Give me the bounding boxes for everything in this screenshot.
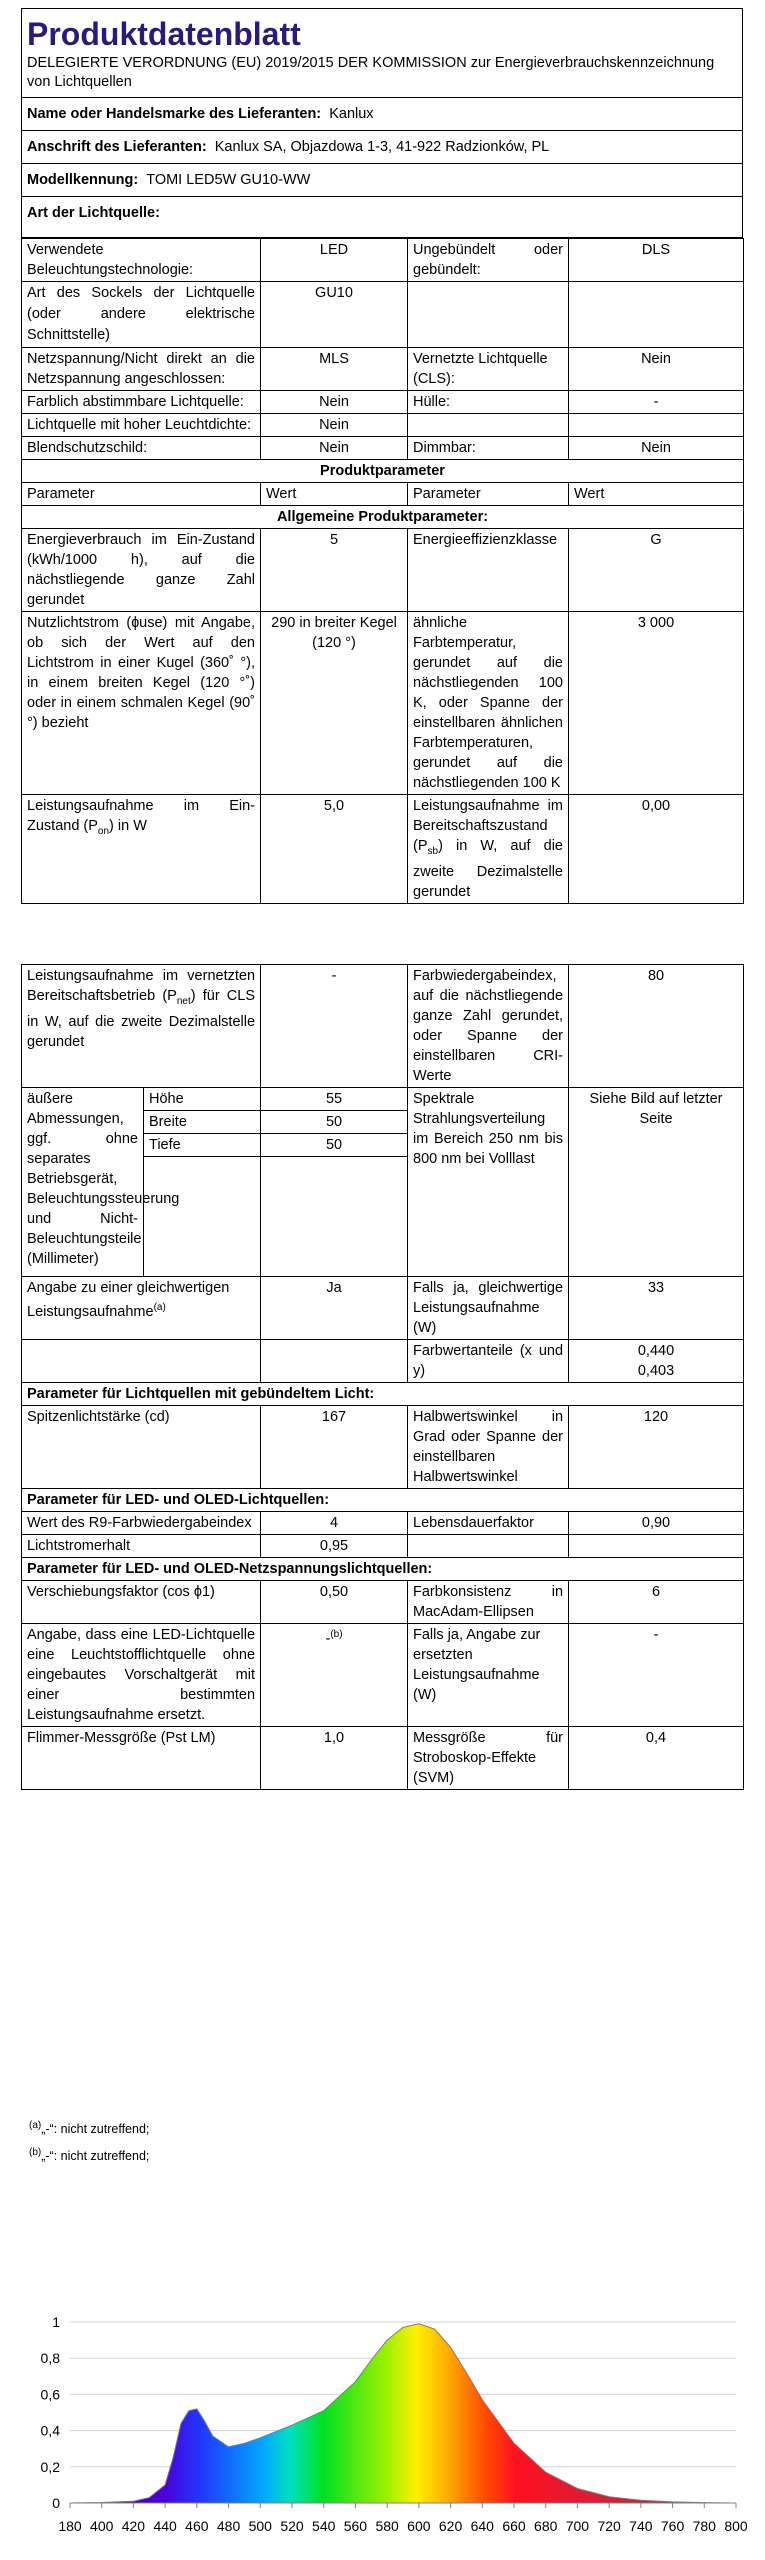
beam-label: Halbwertswinkel in Grad oder Spanne der einstellbaren Halbwertswinkel (408, 1405, 569, 1488)
pnet-subscript: net (176, 995, 191, 1007)
empty-cell (408, 1534, 569, 1557)
pnet-value: - (261, 964, 408, 1087)
x-tick-label: 720 (597, 2518, 621, 2534)
footnote-b-text: „-“: nicht zutreffend; (41, 2149, 150, 2164)
col-param-header: Parameter (408, 483, 569, 506)
x-tick-label: 440 (153, 2518, 177, 2534)
spd-value: Siehe Bild auf letzter Seite (569, 1087, 744, 1276)
psb-subscript: sb (427, 845, 439, 857)
x-tick-label: 700 (565, 2518, 590, 2534)
hl-label: Lichtquelle mit hoher Leuchtdichte: (22, 414, 261, 437)
energy-label: Energieverbrauch im Ein-Zustand (kWh/1000 h), auf die nächstliegende ganze Zahl gerundet (22, 529, 261, 612)
empty-cell (261, 1156, 408, 1276)
equiv-value: Ja (261, 1276, 408, 1339)
macadam-value: 6 (569, 1580, 744, 1623)
psb-label-text: ) in W, auf die zweite Dezimalstelle gerundet (413, 838, 563, 900)
pon-value: 5,0 (261, 795, 408, 904)
width-value: 50 (261, 1110, 408, 1133)
energy-value: 5 (261, 529, 408, 612)
mains-value: MLS (261, 348, 408, 391)
svm-value: 0,4 (569, 1726, 744, 1789)
x-tick-label: 460 (185, 2518, 209, 2534)
tech-label: Verwendete Beleuchtungstechnologie: (22, 239, 261, 282)
tunable-value: Nein (261, 391, 408, 414)
shield-value: Nein (261, 437, 408, 460)
page-break (21, 904, 743, 964)
replace-value (261, 1623, 408, 1726)
x-tick-label: 660 (502, 2518, 526, 2534)
maint-value: 0,95 (261, 1534, 408, 1557)
chroma-value (569, 1339, 744, 1382)
maint-label: Lichtstromerhalt (22, 1534, 261, 1557)
peak-value: 167 (261, 1405, 408, 1488)
cri-value: 80 (569, 964, 744, 1087)
empty-cell (408, 282, 569, 348)
footnote-a-text: „-“: nicht zutreffend; (41, 2122, 150, 2137)
header-table (21, 8, 743, 238)
col-param-header: Parameter (22, 483, 261, 506)
y-tick-label: 0 (52, 2495, 60, 2511)
col-value-header: Wert (569, 483, 744, 506)
tunable-label: Farblich abstimmbare Lichtquelle: (22, 391, 261, 414)
flux-label: Nutzlichtstrom (ɸuse) mit Angabe, ob sich der Wert auf den Lichtstrom in einer Kugel (360˚ °), in einem breiten Kegel (120 °˚) oder in einem schmalen Kegel (90˚ °) bezieht (22, 612, 261, 795)
pon-label-text: Leistungsaufnahme im Ein-Zustand (P (27, 798, 255, 834)
replace-label: Angabe, dass eine LED-Lichtquelle eine Leuchtstofflichtquelle ohne eingebautes Vorschaltgerät mit einer bestimmten Leistungsaufnahme ersetzt. (22, 1623, 261, 1726)
spd-label: Spektrale Strahlungsverteilung im Bereich 250 nm bis 800 nm bei Volllast (408, 1087, 569, 1276)
replace-w-label: Falls ja, Angabe zur ersetzten Leistungsaufnahme (W) (408, 1623, 569, 1726)
x-tick-label: 400 (90, 2518, 114, 2534)
eclass-label: Energieeffizienzklasse (408, 529, 569, 612)
svm-label: Messgröße für Stroboskop-Effekte (SVM) (408, 1726, 569, 1789)
y-tick-label: 0,2 (40, 2458, 60, 2475)
x-tick-label: 560 (343, 2518, 368, 2534)
footnote-b-mark: (b) (29, 2147, 42, 2159)
cct-label: ähnliche Farbtemperatur, gerundet auf die nächstliegenden 100 K, oder Spanne der einstellbaren ähnlichen Farbtemperaturen, gerundet auf die nächstliegenden 100 K (408, 612, 569, 795)
pf-label: Verschiebungsfaktor (cos ϕ1) (22, 1580, 261, 1623)
chroma-x-value: 0,440 (637, 1342, 675, 1359)
y-tick-label: 1 (52, 2314, 60, 2330)
lightsource-table (21, 238, 744, 904)
pon-subscript: on (97, 825, 110, 837)
cap-label: Art des Sockels der Lichtquelle (oder andere elektrische Schnittstelle) (22, 282, 261, 348)
supplier-name-value: Kanlux (329, 106, 374, 122)
empty-cell (144, 1156, 261, 1276)
empty-cell (22, 1339, 261, 1382)
model-label: Modellkennung: (27, 172, 139, 188)
supplier-address-label: Anschrift des Lieferanten: (27, 139, 207, 155)
x-tick-label: 780 (692, 2518, 716, 2534)
eclass-value: G (569, 529, 744, 612)
dls-heading: Parameter für Lichtquellen mit gebündeltem Licht: (22, 1382, 744, 1405)
lightsource-heading: Art der Lichtquelle: (22, 197, 743, 238)
cls-label: Vernetzte Lichtquelle (CLS): (408, 348, 569, 391)
r9-value: 4 (261, 1511, 408, 1534)
psb-label (408, 795, 569, 904)
supplier-name-label: Name oder Handelsmarke des Lieferanten: (27, 106, 322, 122)
x-tick-label: 620 (438, 2518, 463, 2534)
chroma-y-value: 0,403 (637, 1362, 675, 1379)
params-heading: Produktparameter (22, 460, 744, 483)
peak-label: Spitzenlichtstärke (cd) (22, 1405, 261, 1488)
nondir-value: DLS (569, 239, 744, 282)
equiv-label-text: Angabe zu einer gleichwertigen Leistungsaufnahme (27, 1279, 230, 1320)
psb-value: 0,00 (569, 795, 744, 904)
pnet-label-text: ) für CLS in W, auf die zweite Dezimalstelle gerundet (27, 987, 256, 1050)
replace-value-text: - (325, 1630, 331, 1647)
footnotes (29, 2114, 149, 2168)
flicker-label: Flimmer-Messgröße (Pst LM) (22, 1726, 261, 1789)
x-tick-label: 540 (312, 2518, 336, 2534)
pf-value: 0,50 (261, 1580, 408, 1623)
depth-label: Tiefe (144, 1133, 261, 1156)
spectrum-chart (30, 2300, 748, 2545)
x-tick-label: 180 (58, 2518, 82, 2534)
dim-value: Nein (569, 437, 744, 460)
replace-w-value: - (569, 1623, 744, 1726)
x-tick-label: 640 (470, 2518, 494, 2534)
supplier-address-row (22, 131, 743, 164)
equiv-w-label: Falls ja, gleichwertige Leistungsaufnahme (W) (408, 1276, 569, 1339)
y-tick-label: 0,6 (40, 2386, 60, 2403)
macadam-label: Farbkonsistenz in MacAdam-Ellipsen (408, 1580, 569, 1623)
survival-label: Lebensdauerfaktor (408, 1511, 569, 1534)
cri-label: Farbwiedergabeindex, auf die nächstliegende ganze Zahl gerundet, oder Spanne der einstellbaren CRI-Werte (408, 964, 569, 1087)
empty-cell (408, 414, 569, 437)
flicker-value: 1,0 (261, 1726, 408, 1789)
envelope-value: - (569, 391, 744, 414)
spectrum-area (70, 2324, 736, 2503)
x-tick-label: 420 (121, 2518, 146, 2534)
col-value-header: Wert (261, 483, 408, 506)
x-tick-label: 500 (248, 2518, 272, 2534)
survival-value: 0,90 (569, 1511, 744, 1534)
led-heading: Parameter für LED- und OLED-Lichtquellen: (22, 1488, 744, 1511)
width-label: Breite (144, 1110, 261, 1133)
cls-value: Nein (569, 348, 744, 391)
beam-value: 120 (569, 1405, 744, 1488)
replace-footnote-mark: (b) (330, 1628, 343, 1640)
nondir-label: Ungebündelt oder gebündelt: (408, 239, 569, 282)
r9-label: Wert des R9-Farbwiedergabeindex (22, 1511, 261, 1534)
header-cell (22, 9, 743, 98)
envelope-label: Hülle: (408, 391, 569, 414)
empty-cell (569, 414, 744, 437)
x-tick-label: 600 (407, 2518, 431, 2534)
hl-value: Nein (261, 414, 408, 437)
pon-label (22, 795, 261, 904)
ledmains-heading: Parameter für LED- und OLED-Netzspannungslichtquellen: (22, 1557, 744, 1580)
pnet-label (22, 964, 261, 1087)
pnet-label-text: Leistungsaufnahme im vernetzten Bereitschaftsbetrieb (P (27, 967, 256, 1004)
footnote-a (29, 2114, 149, 2141)
x-tick-label: 800 (724, 2518, 748, 2534)
dim-label: Dimmbar: (408, 437, 569, 460)
x-tick-label: 740 (629, 2518, 653, 2534)
x-tick-label: 760 (660, 2518, 685, 2534)
pon-label-text: ) in W (109, 818, 147, 834)
x-tick-label: 480 (216, 2518, 241, 2534)
equiv-label (22, 1276, 261, 1339)
tech-value: LED (261, 239, 408, 282)
chroma-label: Farbwertanteile (x und y) (408, 1339, 569, 1382)
footnote-b (29, 2141, 149, 2168)
flux-value: 290 in breiter Kegel (120 °) (261, 612, 408, 795)
empty-cell (261, 1339, 408, 1382)
mains-label: Netzspannung/Nicht direkt an die Netzspannung angeschlossen: (22, 348, 261, 391)
model-row (22, 164, 743, 197)
datasheet (21, 8, 743, 1790)
cct-value: 3 000 (569, 612, 744, 795)
shield-label: Blendschutzschild: (22, 437, 261, 460)
regulation-text: DELEGIERTE VERORDNUNG (EU) 2019/2015 DER KOMMISSION zur Energieverbrauchskennzeichnung von Lichtquellen (27, 55, 715, 90)
empty-cell (569, 282, 744, 348)
page-title: Produktdatenblatt (27, 16, 301, 52)
cap-value: GU10 (261, 282, 408, 348)
y-tick-label: 0,8 (40, 2350, 60, 2367)
x-tick-label: 680 (534, 2518, 558, 2534)
x-tick-label: 580 (375, 2518, 399, 2534)
dimensions-label: äußere Abmessungen, ggf. ohne separates Betriebsgerät, Beleuchtungssteuerung und Nicht-Beleuchtungsteile (Millimeter) (22, 1087, 144, 1276)
general-heading: Allgemeine Produktparameter: (22, 506, 744, 529)
equiv-w-value: 33 (569, 1276, 744, 1339)
height-value: 55 (261, 1087, 408, 1110)
height-label: Höhe (144, 1087, 261, 1110)
model-value: TOMI LED5W GU10-WW (146, 172, 311, 188)
x-tick-label: 520 (280, 2518, 304, 2534)
supplier-address-value: Kanlux SA, Objazdowa 1-3, 41-922 Radzionków, PL (214, 139, 550, 155)
supplier-name-row (22, 98, 743, 131)
y-tick-label: 0,4 (40, 2422, 60, 2439)
equiv-footnote-mark: (a) (153, 1301, 166, 1313)
psb-label-text: Leistungsaufnahme im Bereitschaftszustand (P (413, 798, 563, 854)
params-table-continued (21, 964, 744, 1790)
footnote-a-mark: (a) (29, 2120, 42, 2131)
depth-value: 50 (261, 1133, 408, 1156)
empty-cell (569, 1534, 744, 1557)
